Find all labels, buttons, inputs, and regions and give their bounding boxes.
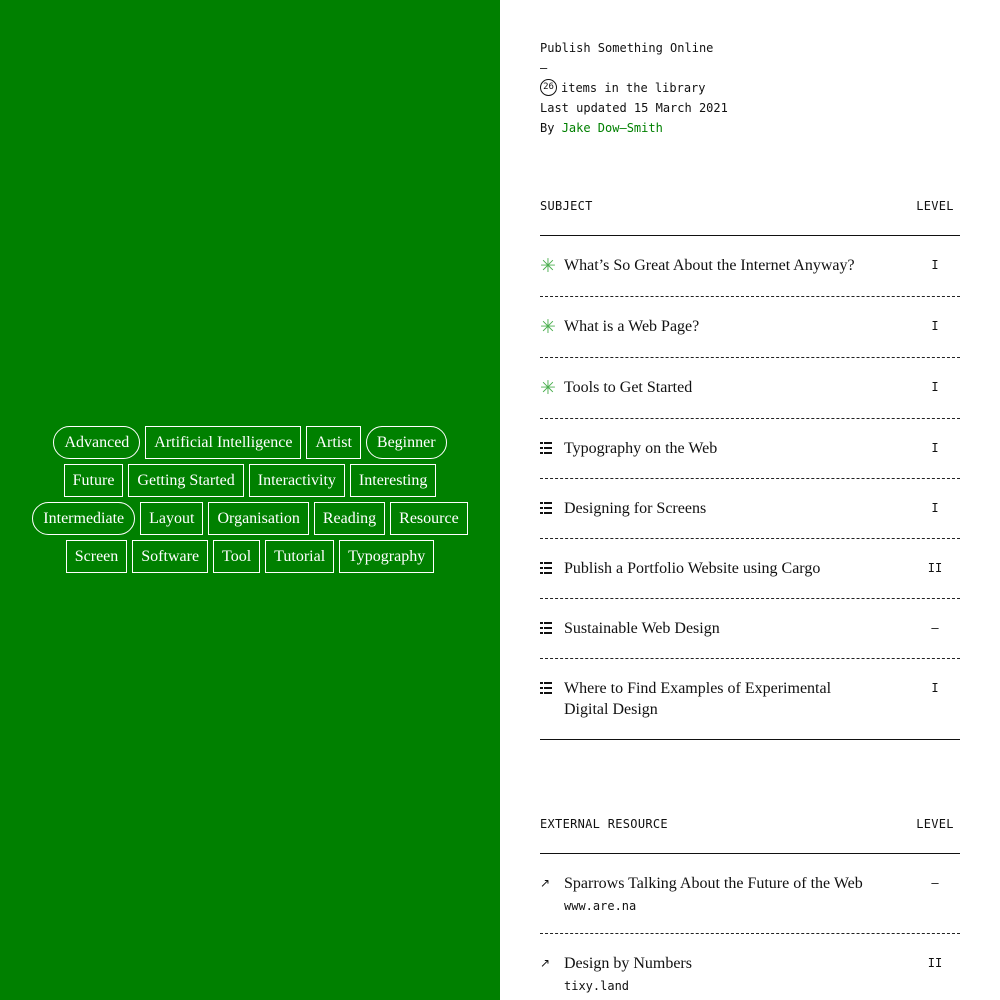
tag-button[interactable]: Intermediate	[32, 502, 135, 535]
subject-title: Sustainable Web Design	[564, 620, 720, 637]
author-link[interactable]: Jake Dow–Smith	[561, 121, 663, 135]
list-icon	[540, 558, 564, 577]
list-icon	[540, 438, 564, 457]
resource-level-column-heading: LEVEL	[916, 817, 954, 831]
level-value: –	[931, 876, 939, 890]
level-column-heading: LEVEL	[916, 199, 954, 213]
tag-button[interactable]: Artist	[306, 426, 360, 459]
library-meta	[540, 40, 728, 140]
tag-button[interactable]: Tool	[213, 540, 260, 573]
resource-column-heading: EXTERNAL RESOURCE	[540, 817, 668, 831]
resource-title: Sparrows Talking About the Future of the Web	[564, 875, 863, 892]
tag-row	[66, 540, 434, 573]
resource-row[interactable]	[540, 854, 960, 934]
subject-row[interactable]	[540, 236, 960, 297]
tag-button[interactable]: Advanced	[53, 426, 140, 459]
tag-row	[32, 502, 467, 535]
resources-section	[540, 817, 960, 1000]
tag-button[interactable]: Organisation	[208, 502, 308, 535]
byline-label: By	[540, 121, 555, 135]
tag-button[interactable]: Screen	[66, 540, 128, 573]
tag-cloud	[0, 426, 500, 573]
tag-button[interactable]: Layout	[140, 502, 203, 535]
resources-header	[540, 817, 960, 854]
asterisk-icon: ✳	[540, 255, 556, 277]
tag-button[interactable]: Resource	[390, 502, 468, 535]
level-value: II	[927, 956, 943, 970]
level-value: II	[927, 561, 943, 575]
arrow-up-right-icon: ↗	[540, 876, 551, 890]
last-updated: Last updated 15 March 2021	[540, 101, 728, 115]
resource-title: Design by Numbers	[564, 955, 692, 972]
resource-domain: www.are.na	[564, 899, 637, 913]
subject-title: Tools to Get Started	[564, 379, 693, 396]
subject-column-heading: SUBJECT	[540, 199, 593, 213]
subject-title: Where to Find Examples of Experimental Digital Design	[564, 680, 832, 718]
subjects-section	[540, 199, 960, 740]
subject-title: Typography on the Web	[564, 440, 718, 457]
tag-button[interactable]: Interesting	[350, 464, 436, 497]
subject-title: What’s So Great About the Internet Anyway?	[564, 257, 855, 274]
subject-title: What is a Web Page?	[564, 318, 700, 335]
subject-row[interactable]	[540, 599, 960, 659]
list-icon	[540, 618, 564, 637]
tag-button[interactable]: Tutorial	[265, 540, 334, 573]
level-value: –	[931, 621, 939, 635]
subjects-header	[540, 199, 960, 236]
subject-title: Designing for Screens	[564, 500, 707, 517]
list-icon	[540, 678, 564, 697]
tag-button[interactable]: Getting Started	[128, 464, 243, 497]
tag-button[interactable]: Future	[64, 464, 124, 497]
subject-row[interactable]	[540, 419, 960, 479]
resource-title-block	[564, 873, 910, 914]
tag-button[interactable]: Beginner	[366, 426, 447, 459]
subject-row[interactable]	[540, 358, 960, 419]
level-value: I	[931, 319, 939, 333]
library-panel	[500, 0, 1000, 1000]
tag-button[interactable]: Software	[132, 540, 208, 573]
tag-row	[64, 464, 437, 497]
asterisk-icon: ✳	[540, 316, 556, 338]
tag-button[interactable]: Interactivity	[249, 464, 345, 497]
level-value: I	[931, 441, 939, 455]
tag-button[interactable]: Reading	[314, 502, 385, 535]
subject-list	[540, 236, 960, 740]
subject-row[interactable]	[540, 297, 960, 358]
tag-row	[53, 426, 446, 459]
list-icon	[540, 498, 564, 517]
subject-row[interactable]	[540, 539, 960, 599]
level-value: I	[931, 380, 939, 394]
arrow-up-right-icon: ↗	[540, 956, 551, 970]
resource-list	[540, 854, 960, 1000]
site-title: Publish Something Online	[540, 41, 714, 55]
resource-title-block	[564, 953, 910, 994]
level-value: I	[931, 681, 939, 695]
title-dash: –	[540, 61, 548, 75]
resource-row[interactable]	[540, 934, 960, 1000]
level-value: I	[931, 258, 939, 272]
item-count-label: items in the library	[561, 81, 706, 95]
subject-row[interactable]	[540, 479, 960, 539]
level-value: I	[931, 501, 939, 515]
byline	[540, 120, 728, 140]
subject-title: Publish a Portfolio Website using Cargo	[564, 560, 821, 577]
tag-button[interactable]: Typography	[339, 540, 434, 573]
item-count-badge: 26	[540, 79, 557, 96]
item-count-line	[540, 80, 728, 100]
tag-button[interactable]: Artificial Intelligence	[145, 426, 301, 459]
subject-row[interactable]	[540, 659, 960, 740]
resource-domain: tixy.land	[564, 979, 630, 993]
asterisk-icon: ✳	[540, 377, 556, 399]
